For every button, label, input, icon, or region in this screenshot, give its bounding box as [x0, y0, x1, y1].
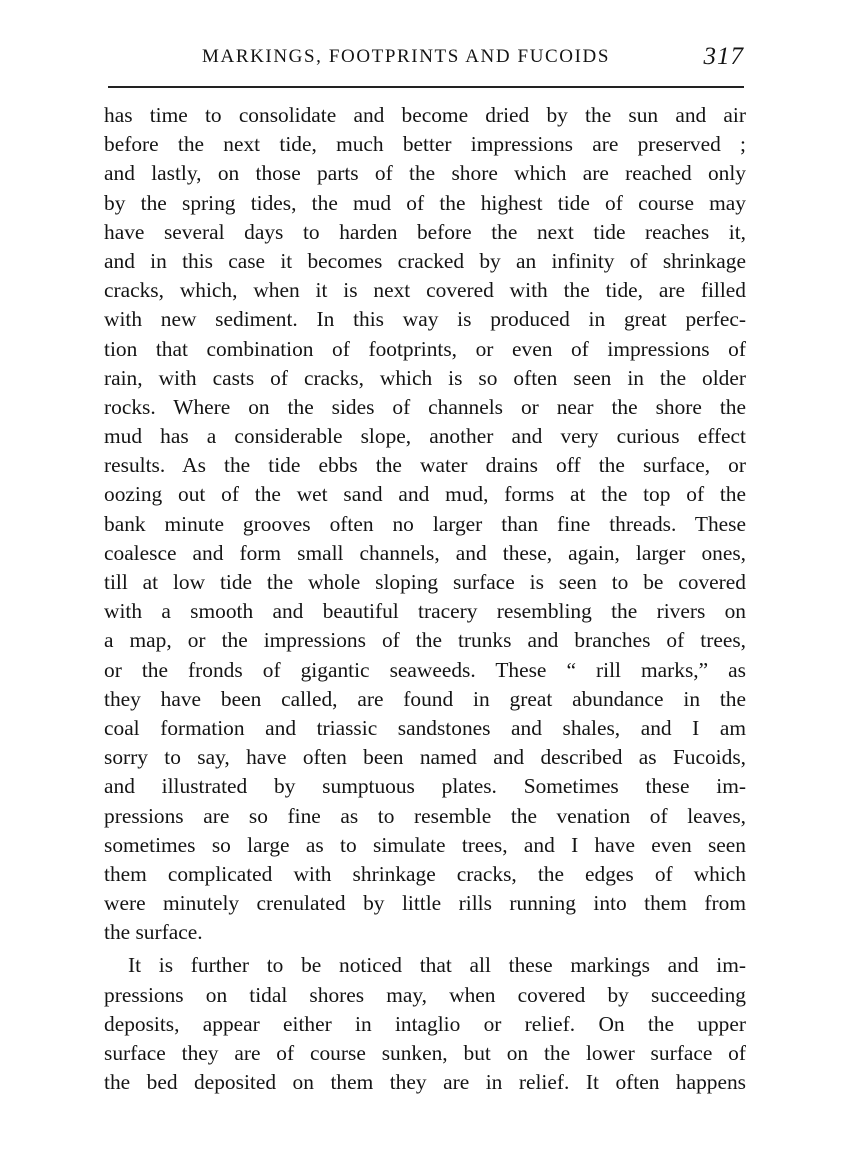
text-line: pressions on tidal shores may, when covered by succeeding: [104, 982, 746, 1007]
text-line: the bed deposited on them they are in relief. It often happens: [104, 1070, 746, 1095]
text-line: or the fronds of gigantic seaweeds. These “ rill marks,” as: [104, 657, 746, 682]
text-line: and illustrated by sumptuous plates. Sometimes these im-: [104, 774, 746, 799]
text-line: coalesce and form small channels, and these, again, larger ones,: [104, 540, 746, 565]
text-line: has time to consolidate and become dried by the sun and air: [104, 103, 746, 127]
text-line: pressions are so fine as to resemble the venation of leaves,: [104, 803, 746, 828]
page-number: 317: [703, 43, 744, 70]
text-line: have several days to harden before the next tide reaches it,: [104, 219, 746, 244]
text-line: It is further to be noticed that all these markings and im-: [128, 953, 746, 978]
text-line: mud has a considerable slope, another and very curious effect: [104, 424, 746, 449]
text-line: and in this case it becomes cracked by an infinity of shrinkage: [104, 248, 746, 273]
body-text: [104, 101, 746, 1097]
text-line: deposits, appear either in intaglio or relief. On the upper: [104, 1011, 746, 1036]
text-line: a map, or the impressions of the trunks and branches of trees,: [104, 628, 746, 653]
text-line: coal formation and triassic sandstones and shales, and I am: [104, 715, 746, 740]
text-line: them complicated with shrinkage cracks, the edges of which: [104, 861, 746, 886]
text-line: before the next tide, much better impressions are preserved ;: [104, 132, 746, 157]
text-line: and lastly, on those parts of the shore which are reached only: [104, 161, 746, 186]
text-line: bank minute grooves often no larger than fine threads. These: [104, 511, 746, 536]
text-line: they have been called, are found in great abundance in the: [104, 686, 746, 711]
text-line: sorry to say, have often been named and described as Fucoids,: [104, 745, 746, 770]
header-rule: [108, 86, 744, 88]
text-line: cracks, which, when it is next covered with the tide, are filled: [104, 278, 746, 303]
paragraph: [104, 101, 746, 947]
text-line: tion that combination of footprints, or even of impressions of: [104, 336, 746, 361]
text-line: the surface.: [104, 920, 203, 945]
running-title: MARKINGS, FOOTPRINTS AND FUCOIDS: [202, 46, 611, 67]
text-line: rocks. Where on the sides of channels or near the shore the: [104, 394, 746, 419]
text-line: rain, with casts of cracks, which is so often seen in the older: [104, 365, 746, 390]
text-line: by the spring tides, the mud of the highest tide of course may: [104, 190, 746, 215]
text-line: till at low tide the whole sloping surface is seen to be covered: [104, 570, 746, 594]
text-line: surface they are of course sunken, but on the lower surface of: [104, 1041, 746, 1065]
text-line: with new sediment. In this way is produced in great perfec-: [104, 307, 746, 332]
text-line: with a smooth and beautiful tracery resembling the rivers on: [104, 599, 746, 624]
running-head: [104, 44, 744, 76]
text-line: sometimes so large as to simulate trees, and I have even seen: [104, 832, 746, 857]
text-line: oozing out of the wet sand and mud, forms at the top of the: [104, 482, 746, 507]
text-line: results. As the tide ebbs the water drains off the surface, or: [104, 453, 746, 478]
paragraph: [104, 951, 746, 1097]
text-line: were minutely crenulated by little rills running into them from: [104, 891, 746, 916]
